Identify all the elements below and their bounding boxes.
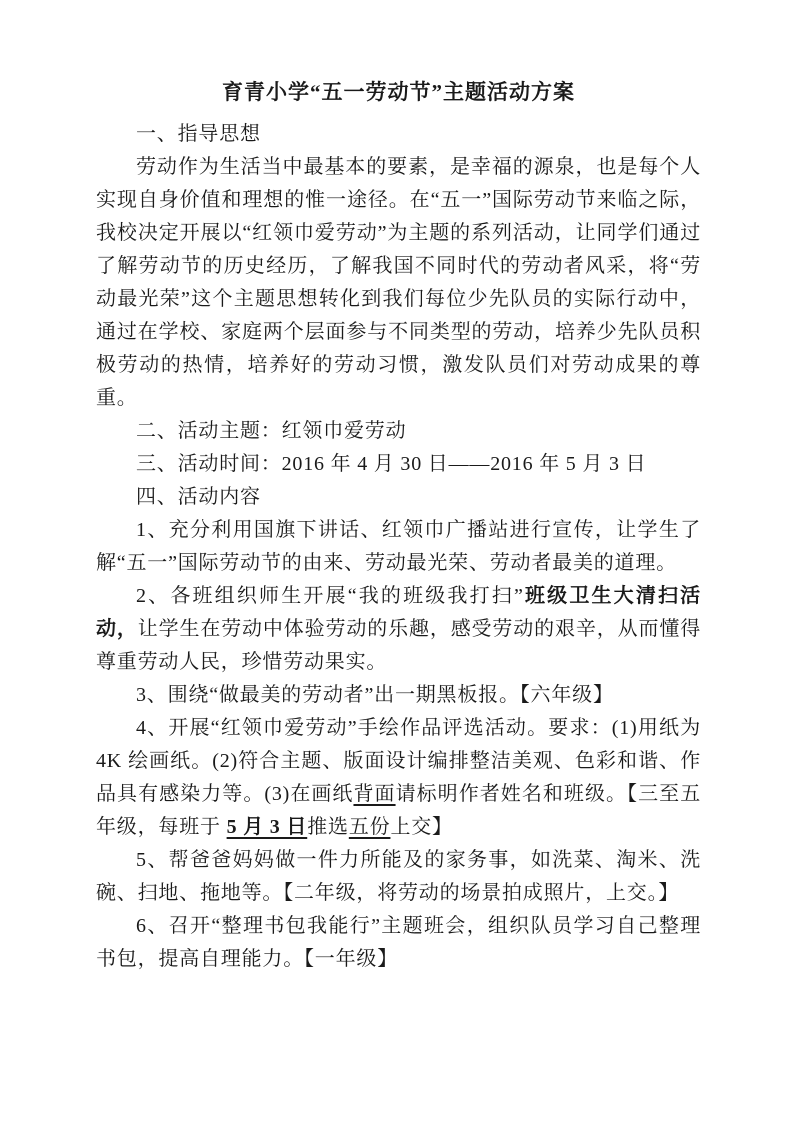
text-run: 5、帮爸爸妈妈做一件力所能及的家务事，如洗菜、淘米、洗碗、扫地、拖地等。【二年级，将劳动的场景拍成照片，上交。】 bbox=[96, 849, 701, 904]
text-run: 四、活动内容 bbox=[136, 486, 261, 508]
paragraph bbox=[96, 514, 701, 580]
text-run: 劳动作为生活当中最基本的要素，是幸福的源泉，也是每个人实现自身价值和理想的惟一途径。在“五一”国际劳动节来临之际，我校决定开展以“红领巾爱劳动”为主题的系列活动，让同学们通过了解劳动节的历史经历，了解我国不同时代的劳动者风采，将“劳动最光荣”这个主题思想转化到我们每位少先队员的实际行动中，通过在学校、家庭两个层面参与不同类型的劳动，培养少先队员积极劳动的热情，培养好的劳动习惯，激发队员们对劳动成果的尊重。 bbox=[96, 156, 701, 409]
paragraph bbox=[96, 448, 701, 481]
text-run: 班级卫生大清扫活动， bbox=[96, 585, 701, 640]
paragraph bbox=[96, 118, 701, 151]
paragraph bbox=[96, 580, 701, 679]
text-run: 三、活动时间：2016 年 4 月 30 日——2016 年 5 月 3 日 bbox=[136, 453, 647, 475]
text-run: 一、指导思想 bbox=[136, 123, 261, 145]
text-run: 上交】 bbox=[390, 816, 453, 838]
text-run: 4、开展“红领巾爱劳动”手绘作品评选活动。要求：(1)用纸为 4K 绘画纸。(2)符合主题、版面设计编排整洁美观、色彩和谐、作品具有感染力等。(3)在画纸 bbox=[96, 717, 701, 805]
paragraph bbox=[96, 481, 701, 514]
text-run: 2、各班组织师生开展“我的班级我打扫” bbox=[136, 585, 524, 607]
text-run: 让学生在劳动中体验劳动的乐趣，感受劳动的艰辛，从而懂得尊重劳动人民，珍惜劳动果实。 bbox=[96, 618, 701, 673]
document-title: 育青小学“五一劳动节”主题活动方案 bbox=[222, 80, 575, 104]
text-run: 6、召开“整理书包我能行”主题班会，组织队员学习自己整理书包，提高自理能力。【一年级】 bbox=[96, 915, 701, 970]
paragraph bbox=[96, 712, 701, 844]
paragraph bbox=[96, 910, 701, 976]
text-run: 二、活动主题：红领巾爱劳动 bbox=[136, 420, 407, 442]
text-run: 背面 bbox=[353, 783, 396, 805]
text-run: 1、充分利用国旗下讲话、红领巾广播站进行宣传，让学生了解“五一”国际劳动节的由来、劳动最光荣、劳动者最美的道理。 bbox=[96, 519, 701, 574]
text-run: 请标明作者姓名和班级。【三至五年级，每班于 bbox=[96, 783, 701, 838]
paragraph bbox=[96, 679, 701, 712]
paragraph bbox=[96, 415, 701, 448]
text-run: 3、围绕“做最美的劳动者”出一期黑板报。【六年级】 bbox=[136, 684, 614, 706]
paragraph bbox=[96, 151, 701, 415]
text-run: 五份 bbox=[348, 816, 391, 838]
text-run: 推选 bbox=[307, 816, 349, 838]
text-run: 5 月 3 日 bbox=[226, 816, 308, 838]
paragraph bbox=[96, 844, 701, 910]
document-body bbox=[96, 118, 701, 976]
